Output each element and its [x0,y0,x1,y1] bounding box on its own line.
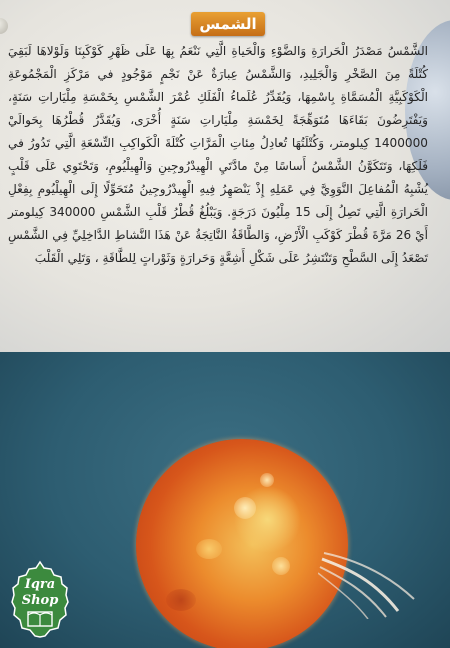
small-planet-decoration [0,18,8,34]
body-paragraph: الشَّمْسُ مَصْدَرُ الْحَرارَةِ وَالضَّوْءِ وَالْحَياةِ الَّتِي نَنْعَمُ بِهَا عَلَى ظَهْرِ كَوْكَبِنَا وَلَوْلاهَا لَبَقِيَ كُتْلَةً مِنَ الصَّخْرِ وَالْجَلِيدِ، وَالشَّمْسُ عِبارَةٌ عَنْ نَجْمٍ مَوْجُودٍ في مَرْكَزِ الْمَجْمُوعَةِ الْكَوْكَبِيَّةِ الْمُسَمَّاةِ بِاسْمِهَا، وَيُقَدِّرُ عُلَماءُ الْفَلَكِ عُمْرَ الشَّمْسِ بِخَمْسَةِ مِلْيَاراتِ سَنَةٍ، وَيَفْتَرِضُونَ بَقَاءَهَا مُتَوَهِّجَةً لِخَمْسَةِ مِلْيَاراتِ سَنَةٍ أُخْرَى، وَيُقَدَّرُ قُطْرُهَا بِحَوالَيْ 1400000 كِيلومتر، وَكُتْلَتُهَا تُعادِلُ مِئاتِ الْمَرَّاتِ كُتْلَةَ الْكَواكِبِ التِّسْعَةِ الَّتِي تَدُورُ في فَلَكِهَا، وَتَتَكَوَّنُ الشَّمْسُ أَساسًا مِنْ مادَّتَيِ الْهِيدْرُوجِينِ وَالْهِيلْيُومِ، وَتَحْتَوِي عَلَى قَلْبٍ يُشْبِهُ الْمُفاعِلَ النَّوَوِيَّ فِي عَمَلِهِ إِذْ يَنْصَهِرُ فِيهِ الْهِيدْرُوجِينُ مُتَحَوِّلًا إِلَى الْهِيلْيُومِ بِفِعْلِ الْحَرارَةِ الَّتِي تَصِلُ إِلَى 15 مِلْيُونَ دَرَجَةٍ. وَيَبْلُغُ قُطْرُ قَلْبِ الشَّمْسِ 340000 كِيلومتر أَيْ 26 مَرَّةَ قُطْرَ كَوْكَبِ الْأَرْضِ، وَالطَّاقَةُ النَّاتِجَةُ عَنْ هَذَا النَّشاطِ الدَّاخِلِيِّ فِي الشَّمْسِ تَصْعَدُ إِلَى السَّطْحِ وَتَنْتَشِرُ عَلَى شَكْلِ أَشِعَّةٍ وَحَرارَةٍ وَثَوْراتٍ لِلطَّاقَةِ ، وَتَلِي الْقَلْبَ [8,44,428,265]
iqra-shop-logo [10,560,70,638]
sun-bright-spot [234,497,256,519]
title-banner [191,12,265,36]
logo-text-line1: Iqra [24,577,56,592]
sun-bright-spot [272,557,290,575]
sun-bright-spot [260,473,274,487]
sun-dark-spot [166,589,196,611]
sun-bright-spot [196,539,222,559]
page-title: الشمس [199,14,257,33]
sun-sphere [136,439,348,648]
logo-text-line2: Shop [21,593,59,608]
solar-flare-icon [318,549,418,619]
